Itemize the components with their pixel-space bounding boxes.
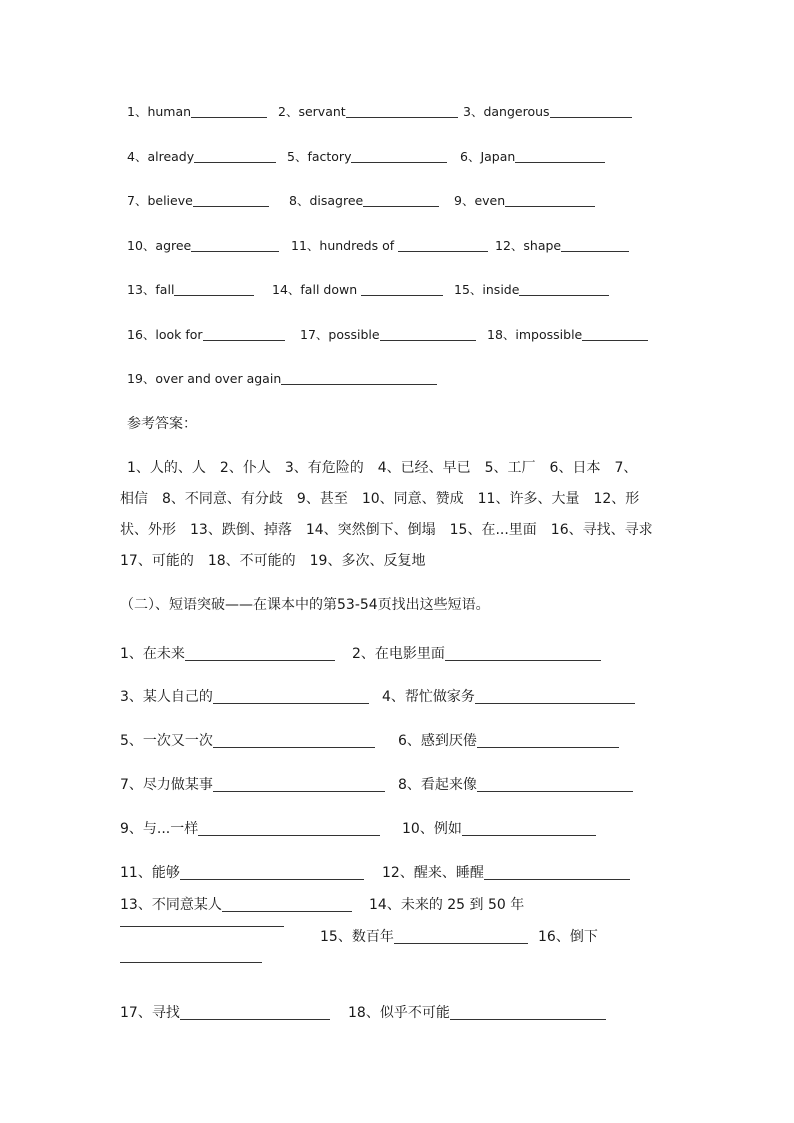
answer-text: 1、人的、人 2、仆人 3、有危险的 4、已经、早已 5、工厂 6、日本 7、 (127, 460, 638, 476)
answer-blank[interactable] (484, 879, 630, 880)
phrase-row (0, 774, 794, 796)
vocab-item (127, 236, 279, 256)
vocab-item (454, 191, 595, 211)
vocab-row (0, 191, 794, 211)
phrase-row (0, 643, 794, 665)
vocab-label: 2、servant (278, 104, 346, 119)
vocab-label: 15、inside (454, 282, 520, 297)
answer-line (0, 518, 794, 542)
phrase-row (0, 818, 794, 840)
phrase-label: 11、能够 (120, 865, 180, 881)
phrase-row (0, 1002, 794, 1024)
phrase-label: 1、在未来 (120, 646, 185, 662)
phrase-item (120, 926, 284, 931)
answer-blank[interactable] (213, 703, 369, 704)
vocab-label: 17、possible (300, 327, 380, 342)
answer-blank[interactable] (450, 1019, 606, 1020)
answer-blank[interactable] (346, 117, 458, 118)
answer-blank[interactable] (477, 747, 619, 748)
answer-blank[interactable] (281, 384, 437, 385)
answer-blank[interactable] (361, 295, 443, 296)
answer-line (0, 487, 794, 511)
answer-blank[interactable] (213, 747, 375, 748)
vocab-label: 4、already (127, 149, 195, 164)
answer-blank[interactable] (380, 340, 476, 341)
vocab-item (127, 325, 285, 345)
vocab-item (463, 102, 632, 122)
phrase-item (402, 818, 596, 840)
answer-blank[interactable] (515, 162, 605, 163)
vocab-item (291, 236, 488, 256)
answer-blank[interactable] (194, 162, 276, 163)
phrase-item (382, 862, 630, 884)
vocab-label: 5、factory (287, 149, 352, 164)
section-heading-row (0, 593, 794, 617)
phrase-label: 5、一次又一次 (120, 733, 213, 749)
phrase-item (382, 686, 635, 708)
answer-blank[interactable] (519, 295, 609, 296)
answer-text: 状、外形 13、跌倒、掉落 14、突然倒下、倒塌 15、在...里面 16、寻找、寻求 (120, 522, 653, 538)
answer-blank[interactable] (550, 117, 632, 118)
vocab-item (454, 280, 609, 300)
answer-blank[interactable] (203, 340, 285, 341)
answer-blank[interactable] (582, 340, 648, 341)
phrase-label: 8、看起来像 (398, 777, 477, 793)
vocab-label: 7、believe (127, 193, 193, 208)
answer-blank[interactable] (185, 660, 335, 661)
section-heading: （二）、短语突破——在课本中的第53-54页找出这些短语。 (120, 597, 490, 613)
vocab-label: 9、even (454, 193, 506, 208)
answer-blank[interactable] (120, 926, 284, 927)
vocab-item (495, 236, 629, 256)
vocab-item (289, 191, 439, 211)
vocab-item (127, 280, 254, 300)
vocab-item (272, 280, 443, 300)
answer-blank[interactable] (363, 206, 439, 207)
vocab-item (127, 191, 269, 211)
vocab-item (127, 147, 276, 167)
answer-blank[interactable] (505, 206, 595, 207)
answer-blank[interactable] (222, 911, 352, 912)
phrase-item (120, 894, 352, 916)
phrase-label: 15、数百年 (320, 929, 394, 945)
vocab-label: 19、over and over again (127, 371, 282, 386)
answer-blank[interactable] (191, 251, 279, 252)
phrase-label: 9、与...一样 (120, 821, 199, 837)
vocab-item (300, 325, 476, 345)
answer-heading-row (0, 412, 794, 436)
phrase-label: 14、未来的 25 到 50 年 (369, 897, 525, 913)
phrase-row (0, 894, 794, 916)
phrase-label: 18、似乎不可能 (348, 1005, 450, 1021)
phrase-label: 2、在电影里面 (352, 646, 445, 662)
phrase-label: 4、帮忙做家务 (382, 689, 475, 705)
vocab-item (460, 147, 605, 167)
phrase-label: 3、某人自己的 (120, 689, 213, 705)
answer-blank[interactable] (445, 660, 601, 661)
phrase-item (348, 1002, 606, 1024)
answer-line (0, 549, 794, 573)
phrase-label: 12、醒来、睡醒 (382, 865, 484, 881)
phrase-label: 13、不同意某人 (120, 897, 222, 913)
answer-blank[interactable] (198, 835, 380, 836)
vocab-item (127, 369, 437, 389)
answer-blank[interactable] (180, 879, 364, 880)
vocab-label: 13、fall (127, 282, 175, 297)
phrase-item (398, 730, 619, 752)
answer-blank[interactable] (477, 791, 633, 792)
vocab-label: 14、fall down (272, 282, 358, 297)
phrase-item (120, 730, 375, 752)
phrase-item (120, 686, 369, 708)
vocab-item (487, 325, 648, 345)
vocab-label: 3、dangerous (463, 104, 550, 119)
answer-blank[interactable] (351, 162, 447, 163)
phrase-item (120, 774, 385, 796)
answer-blank[interactable] (213, 791, 385, 792)
phrase-row (0, 862, 794, 884)
vocab-label: 6、Japan (460, 149, 516, 164)
answer-heading: 参考答案： (127, 416, 197, 432)
vocab-item (127, 102, 267, 122)
vocab-item (278, 102, 458, 122)
phrase-item (120, 1002, 330, 1024)
phrase-item (352, 643, 601, 665)
phrase-row (0, 926, 794, 948)
answer-line (0, 456, 794, 480)
vocab-row (0, 102, 794, 122)
answer-blank[interactable] (462, 835, 596, 836)
phrase-label: 6、感到厌倦 (398, 733, 477, 749)
vocab-row (0, 236, 794, 256)
answer-blank[interactable] (193, 206, 269, 207)
phrase-item (120, 962, 262, 967)
vocab-item (287, 147, 447, 167)
phrase-item (320, 926, 528, 948)
vocab-row (0, 147, 794, 167)
phrase-row (0, 686, 794, 708)
answer-blank[interactable] (180, 1019, 330, 1020)
answer-text: 17、可能的 18、不可能的 19、多次、反复地 (120, 553, 426, 569)
answer-blank[interactable] (475, 703, 635, 704)
vocab-label: 8、disagree (289, 193, 364, 208)
phrase-item (369, 894, 524, 916)
vocab-label: 12、shape (495, 238, 562, 253)
vocab-row (0, 369, 794, 389)
vocab-label: 18、impossible (487, 327, 583, 342)
vocab-label: 10、agree (127, 238, 192, 253)
phrase-item (398, 774, 633, 796)
vocab-row (0, 280, 794, 300)
answer-blank[interactable] (394, 943, 528, 944)
vocab-label: 11、hundreds of (291, 238, 395, 253)
phrase-row (0, 730, 794, 752)
vocab-label: 1、human (127, 104, 192, 119)
vocab-row (0, 325, 794, 345)
phrase-label: 10、例如 (402, 821, 462, 837)
phrase-label: 7、尽力做某事 (120, 777, 213, 793)
answer-text: 相信 8、不同意、有分歧 9、甚至 10、同意、赞成 11、许多、大量 12、形 (120, 491, 640, 507)
phrase-item (120, 643, 335, 665)
answer-blank[interactable] (174, 295, 254, 296)
vocab-label: 16、look for (127, 327, 203, 342)
answer-blank[interactable] (191, 117, 267, 118)
phrase-label: 16、倒下 (538, 929, 598, 945)
phrase-item (538, 926, 598, 948)
phrase-item (120, 862, 364, 884)
answer-blank[interactable] (120, 962, 262, 963)
phrase-label: 17、寻找 (120, 1005, 180, 1021)
phrase-row (0, 962, 794, 984)
answer-blank[interactable] (561, 251, 629, 252)
answer-blank[interactable] (398, 251, 488, 252)
phrase-item (120, 818, 380, 840)
